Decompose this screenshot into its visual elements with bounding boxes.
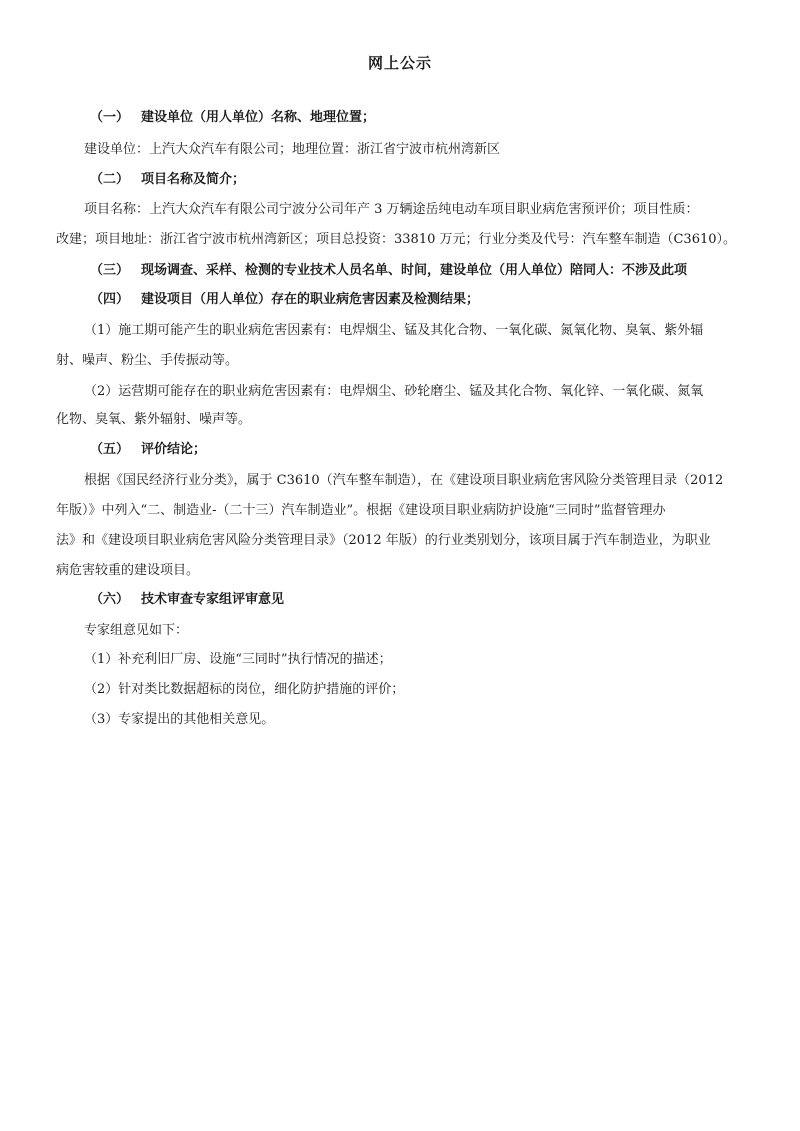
- section-6-number: （六）: [90, 592, 130, 607]
- section-5-title: 评价结论；: [141, 442, 207, 457]
- section-3-title: 现场调查、采样、检测的专业技术人员名单、时间，建设单位（用人单位）陪同人：不涉及此项: [141, 263, 688, 278]
- section-6-heading: [90, 588, 284, 607]
- section-5-line-1: 根据《国民经济行业分类》，属于 C3610（汽车整车制造），在《建设项目职业病危害风险分类管理目录（2012: [84, 473, 724, 488]
- section-2-number: （二）: [90, 172, 130, 187]
- page-title: 网上公示: [367, 54, 432, 72]
- section-3-number: （三）: [90, 263, 130, 278]
- section-5-line-4: 病危害较重的建设项目。: [56, 563, 200, 578]
- section-4-heading: [90, 288, 479, 307]
- section-5-heading: [90, 438, 206, 457]
- section-6-line-1: 专家组意见如下：: [84, 623, 189, 638]
- section-4-title: 建设项目（用人单位）存在的职业病危害因素及检测结果；: [141, 292, 480, 307]
- section-6-line-3: （2）针对类比数据超标的岗位，细化防护措施的评价；: [84, 682, 405, 697]
- section-6-line-2: （1）补充利旧厂房、设施“三同时”执行情况的描述；: [84, 652, 392, 667]
- section-1-title: 建设单位（用人单位）名称、地理位置；: [141, 110, 376, 125]
- section-1-heading: [90, 106, 375, 125]
- section-2-heading: [90, 168, 245, 187]
- section-4-line-4: 化物、臭氧、紫外辐射、噪声等。: [56, 412, 252, 427]
- section-1-number: （一）: [90, 110, 130, 125]
- section-6-line-4: （3）专家提出的其他相关意见。: [84, 712, 275, 727]
- section-5-line-3: 法》和《建设项目职业病危害风险分类管理目录》（2012 年版）的行业类别划分，该项目属于汽车制造业，为职业: [56, 533, 711, 548]
- section-1-line-1: 建设单位：上汽大众汽车有限公司；地理位置：浙江省宁波市杭州湾新区: [84, 142, 501, 157]
- section-2-title: 项目名称及简介；: [141, 172, 246, 187]
- section-3-heading: [90, 259, 687, 278]
- section-2-line-2: 改建；项目地址：浙江省宁波市杭州湾新区；项目总投资：33810 万元；行业分类及代号：汽车整车制造（C3610）。: [56, 232, 737, 247]
- section-4-number: （四）: [90, 292, 130, 307]
- section-2-line-1: 项目名称：上汽大众汽车有限公司宁波分公司年产 3 万辆途岳纯电动车项目职业病危害预评价；项目性质：: [84, 202, 699, 217]
- section-4-line-2: 射、噪声、粉尘、手传振动等。: [56, 353, 239, 368]
- section-5-number: （五）: [90, 442, 130, 457]
- section-4-line-3: （2）运营期可能存在的职业病危害因素有：电焊烟尘、砂轮磨尘、锰及其化合物、氧化锌、一氧化碳、氮氧: [84, 384, 704, 399]
- section-6-title: 技术审查专家组评审意见: [141, 592, 285, 607]
- section-4-line-1: （1）施工期可能产生的职业病危害因素有：电焊烟尘、锰及其化合物、一氧化碳、氮氧化物、臭氧、紫外辐: [84, 323, 704, 338]
- section-5-line-2: 年版）》中列入“二、制造业-（二十三）汽车制造业”。根据《建设项目职业病防护设施“三同时”监督管理办: [56, 503, 666, 518]
